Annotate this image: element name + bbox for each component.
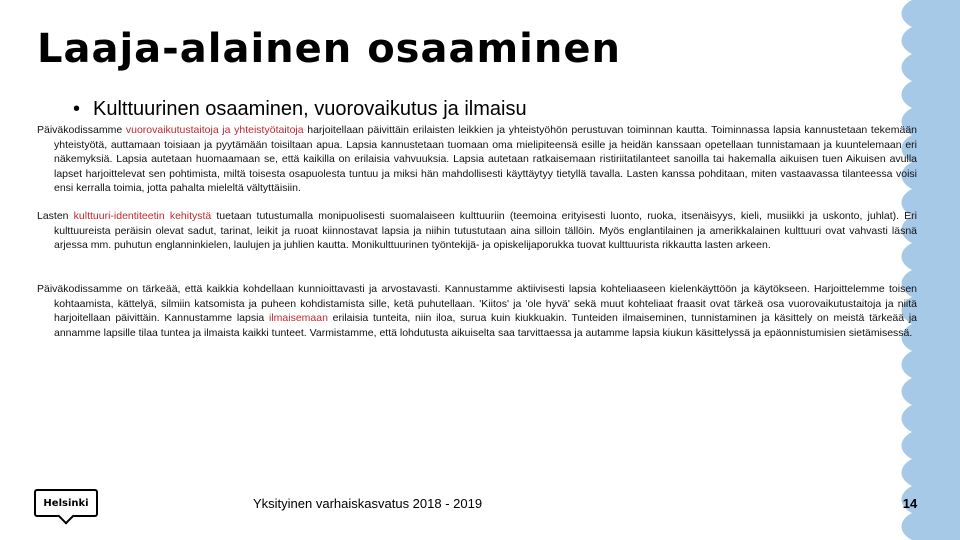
helsinki-logo: [34, 489, 98, 517]
decorative-wave-border: [850, 0, 960, 540]
page-number: 14: [902, 496, 918, 511]
para3-highlight: ilmaisemaan: [268, 312, 328, 324]
logo-text: Helsinki: [43, 497, 89, 509]
page-title: Laaja-alainen osaaminen: [37, 26, 621, 72]
para3-text-b: erilaisia tunteita, niin iloa, surua kuin kiukkuakin. Tunteiden ilmaiseminen, tunnistaminen ja käsittely on meistä tärkeää ja annamme lapsille tilaa tuntea ja ilmaista kaikki tunteet. Varmistamme, että lohdutusta aikuiselta saa tarvittaessa ja autamme lapsia kiukun käsittelyssä ja epäonnistumisien sietämisessä.: [54, 312, 917, 339]
paragraph-cultural-identity: [37, 209, 917, 253]
bullet-text: Kulttuurinen osaaminen, vuorovaikutus ja ilmaisu: [93, 98, 527, 120]
bullet-heading: [73, 98, 527, 121]
para2-text-a: Lasten: [37, 210, 74, 222]
para2-highlight: kulttuuri-identiteetin kehitystä: [73, 210, 212, 222]
bullet-dot: •: [73, 98, 81, 120]
paragraph-interaction-skills: [37, 123, 917, 196]
para2-text-b: tuetaan tutustumalla monipuolisesti suomalaiseen kulttuuriin (teemoina erityisesti luonto, ruoka, itsenäisyys, kieli, musiikki ja uskonto, juhlat). Eri kulttuureista peräisin olevat sadut, tarinat, leikit ja ruoat kiinnostavat lapsia ja niihin tutustutaan aina silloin tällöin. Myös englantilainen ja amerikkalainen kulttuuri ovat vahvasti läsnä arjessa mm. puhutun englanninkielen, laulujen ja juhlien kautta. Monikulttuurinen työntekijä- ja opiskelijaporukka tuovat kulttuurista rikkautta lasten arkeen.: [54, 210, 918, 251]
paragraph-expression: [37, 282, 917, 340]
footer-text: Yksityinen varhaiskasvatus 2018 - 2019: [253, 496, 483, 511]
para1-highlight: vuorovaikutustaitoja ja yhteistyötaitoja: [125, 124, 304, 136]
para1-text-b: harjoitellaan päivittäin erilaisten leikkien ja yhteistyöhön perustuvan toiminnan kautta. Toiminnassa lapsia kannustetaan tekemään yhteistyötä, auttamaan toisiaan ja pyytämään toisiltaan apua. Lapsia kannustetaan tuomaan oma mielipiteensä esille ja heidän kanssaan opetellaan tunnistamaan ja kuuntelemaan eri näkemyksiä. Lapsia autetaan huomaamaan se, että kaikilla on erilaisia vahvuuksia. Lapsia autetaan ratkaisemaan ristiriitatilanteet sanoilla tai hakemalla aikuisen tuen Aikuisen avulla lapset harjoittelevat sen pohtimista, miltä toisesta osapuolesta tuntuu ja miksi hän mahdollisesti käyttäytyy tietyllä tavalla. Lasten kanssa pohditaan, miten vastaavassa tilanteessa voisi ensi kerralla toimia, jotta pahalta mieleltä vältyttäisiin.: [54, 124, 918, 194]
para1-text-a: Päiväkodissamme: [37, 124, 126, 136]
para3-text-a: Päiväkodissamme on tärkeää, että kaikkia kohdellaan kunnioittavasti ja arvostavasti. Kannustamme aktiivisesti lapsia kohteliaaseen kielenkäyttöön ja käytökseen. Harjoittelemme toisen kohtaamista, kättelyä, silmiin katsomista ja puheen kohdistamista sille, ketä puhutellaan. 'Kiitos' ja 'ole hyvä' sekä muut kohteliaat fraasit ovat tärkeä osa vuorovaikutustaitoja ja niitä harjoitellaan päivittäin. Kannustamme lapsia: [37, 283, 917, 324]
